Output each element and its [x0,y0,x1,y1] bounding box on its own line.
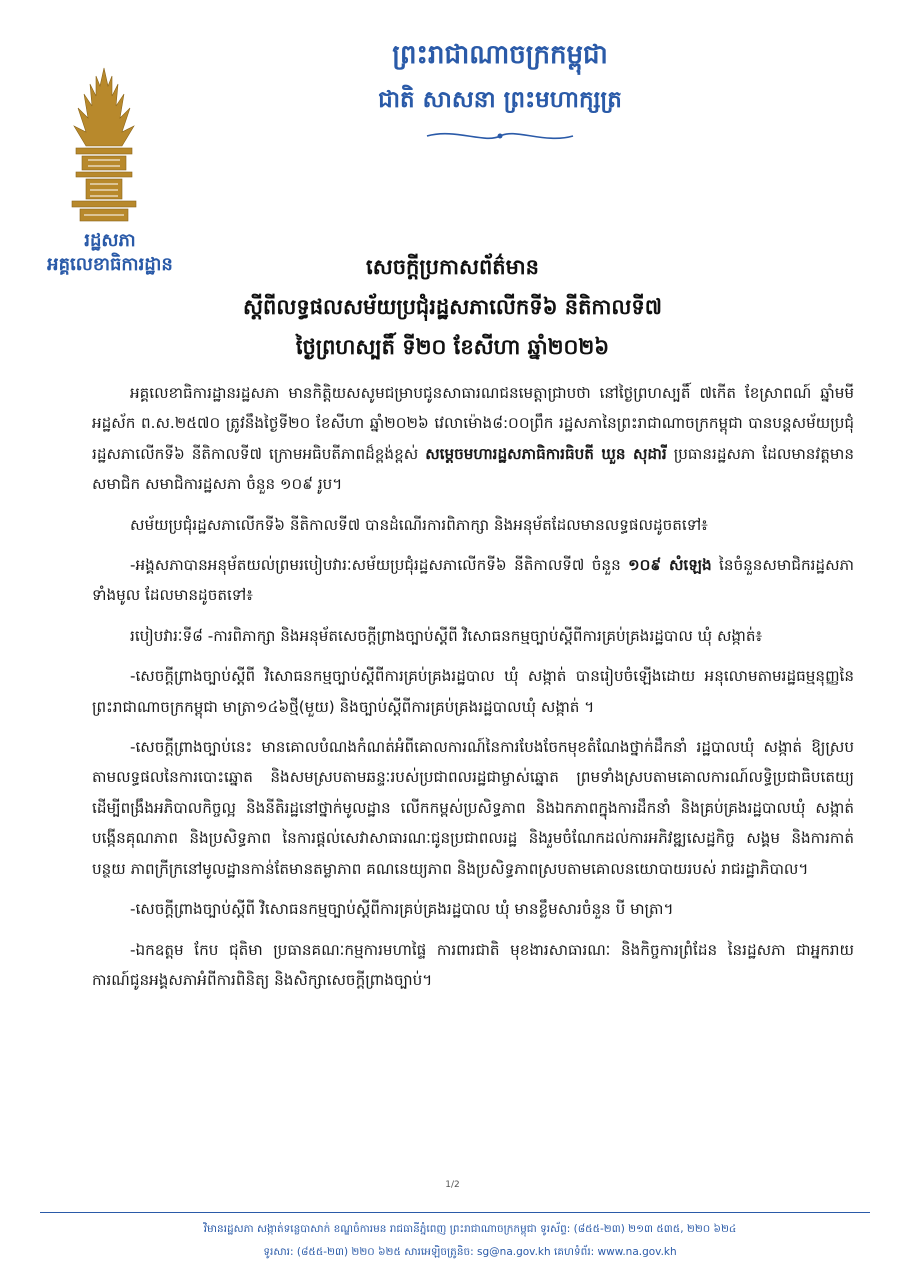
announcement-date: ថ្ងៃព្រហស្បតិ៍ ទី២០ ខែសីហា ឆ្នាំ២០២៦ [295,334,610,359]
footer-address: វិមានរដ្ឋសភា សង្កាត់ទន្លេបាសាក់ ខណ្ឌចំការមន រាជធានីភ្នំពេញ ព្រះរាជាណាចក្រកម្ពុជា ទូរស័ព្ទ: (៨៥៥-២៣) ២១៣ ៥៣៥, ២២០ ៦២៤ [203,1223,737,1235]
footer-divider [40,1212,870,1213]
paragraph-law-purpose: -សេចក្តីព្រាងច្បាប់នេះ មានគោលបំណងកំណត់អំពីគោលការណ៍នៃការបែងចែកមុខតំណែងថ្នាក់ដឹកនាំ រដ្ឋបាលឃុំ សង្កាត់ ឱ្យស្របតាមលទ្ធផលនៃការបោះឆ្នោត និងសមស្របតាមឆន្ទៈរបស់ប្រជាពលរដ្ឋជាម្ចាស់ឆ្នោត ព្រមទាំងស្របតាមគោលការណ៍លទ្ធិប្រជាធិបតេយ្យ ដើម្បីពង្រឹងអភិបាលកិច្ចល្អ និងនីតិរដ្ឋនៅថ្នាក់មូលដ្ឋាន លើកកម្ពស់ប្រសិទ្ធភាព និងឯកភាពក្នុងការដឹកនាំ និងគ្រប់គ្រងរដ្ឋបាលឃុំ សង្កាត់ បង្កើនគុណភាព និងប្រសិទ្ធភាព នៃការផ្តល់សេវាសាធារណៈជូនប្រជាពលរដ្ឋ និងរួមចំណែកដល់ការអភិវឌ្ឍសេដ្ឋកិច្ច សង្គម និងការកាត់បន្ថយ ភាពក្រីក្រនៅមូលដ្ឋានកាន់តែមានតម្លាភាព គណនេយ្យភាព និងប្រសិទ្ធភាពស្របតាមគោលនយោបាយរបស់ រាជរដ្ឋាភិបាល។ [92,738,854,878]
vote-count: ១០៩ សំឡេង [628,556,712,575]
paragraph-rapporteur: -ឯកឧត្តម កែប ជុតិមា ប្រធានគណៈកម្មការមហាផ្ទៃ ការពារជាតិ មុខងារសាធារណៈ និងកិច្ចការព្រំដែន នៃរដ្ឋសភា ជាអ្នករាយការណ៍ជូនអង្គសភាអំពីការពិនិត្យ និងសិក្សាសេចក្តីព្រាងច្បាប់។ [92,940,854,989]
announcement-title: សេចក្តីប្រកាសព័ត៌មាន [366,254,539,279]
paragraph-session: សម័យប្រជុំរដ្ឋសភាលើកទី៦ នីតិកាលទី៧ បានដំណើរការពិភាក្សា និងអនុម័តដែលមានលទ្ធផលដូចតទៅ៖ [130,515,708,534]
paragraph-intro: អគ្គលេខាធិការដ្ឋានរដ្ឋសភា មានកិត្តិយសសូមជម្រាបជូនសាធារណជនមេត្តាជ្រាបថា នៅថ្ងៃព្រហស្បតិ៍ ៧កើត ខែស្រាពណ៍ ឆ្នាំមមី អដ្ឋស័ក ព.ស.២៥៧០ ត្រូវនឹងថ្ងៃទី២០ ខែសីហា ឆ្នាំ២០២៦ វេលាម៉ោង៨:០០ព្រឹក រដ្ឋសភានៃព្រះរាជាណាចក្រកម្ពុជា បានបន្តសម័យប្រជុំរដ្ឋសភាលើកទី៦ នីតិកាលទី៧ ក្រោមអធិបតីភាពដ៏ខ្ពង់ខ្ពស់ សម្តេចមហារដ្ឋសភាធិការធិបតី ឃួន សុដារី ប្រធានរដ្ឋសភា ដែលមានវត្តមានសមាជិក សមាជិការដ្ឋសភា ចំនួន ១០៩ រូប។ [92,384,854,494]
announcement-body [92,378,854,1005]
paragraph-law-articles: -សេចក្តីព្រាងច្បាប់ស្តីពី វិសោធនកម្មច្បាប់ស្តីពីការគ្រប់គ្រងរដ្ឋបាល ឃុំ មានខ្លឹមសារចំនួន បី មាត្រា។ [130,900,674,919]
paragraph-draft-law: -សេចក្តីព្រាងច្បាប់ស្តីពី វិសោធនកម្មច្បាប់ស្តីពីការគ្រប់គ្រងរដ្ឋបាល ឃុំ សង្កាត់ បានរៀបចំឡើងដោយ អនុលោមតាមរដ្ឋធម្មនុញ្ញនៃព្រះរាជាណាចក្រកម្ពុជា មាត្រា១៤៦ថ្មី(មួយ) និងច្បាប់ស្តីពីការគ្រប់គ្រងរដ្ឋបាលឃុំ សង្កាត់ ។ [92,667,854,716]
paragraph-agenda-approval: -អង្គសភាបានអនុម័តយល់ព្រមរបៀបវារៈសម័យប្រជុំរដ្ឋសភាលើកទី៦ នីតិកាលទី៧ ចំនួន ១០៩ សំឡេង នៃចំនួនសមាជិករដ្ឋសភាទាំងមូល ដែលមានដូចតទៅ៖ [92,556,854,605]
kingdom-title: ព្រះរាជាណាចក្រកម្ពុជា [392,40,608,70]
ministry-department: អគ្គលេខាធិការដ្ឋាន [47,254,173,275]
page-number: 1/2 [445,1180,460,1190]
parliament-emblem-icon [62,66,146,226]
ministry-name: រដ្ឋសភា [84,230,136,251]
national-motto: ជាតិ សាសនា ព្រះមហាក្សត្រ [378,86,622,113]
announcement-subject: ស្តីពីលទ្ធផលសម័យប្រជុំរដ្ឋសភាលើកទី៦ នីតិកាលទី៧ [243,294,662,319]
president-name: សម្តេចមហារដ្ឋសភាធិការធិបតី ឃួន សុដារី [425,444,667,463]
footer-contact: ទូរសារ: (៨៥៥-២៣) ២២០ ៦២៥ សារអេឡិចត្រូនិច: sg@na.gov.kh គេហទំព័រ: www.na.gov.kh [263,1246,677,1258]
tacteng-ornament-icon [425,128,575,144]
paragraph-agenda-item: របៀបវារៈទី៨ -ការពិភាក្សា និងអនុម័តសេចក្តីព្រាងច្បាប់ស្តីពី វិសោធនកម្មច្បាប់ស្តីពីការគ្រប់គ្រងរដ្ឋបាល ឃុំ សង្កាត់៖ [130,626,763,645]
